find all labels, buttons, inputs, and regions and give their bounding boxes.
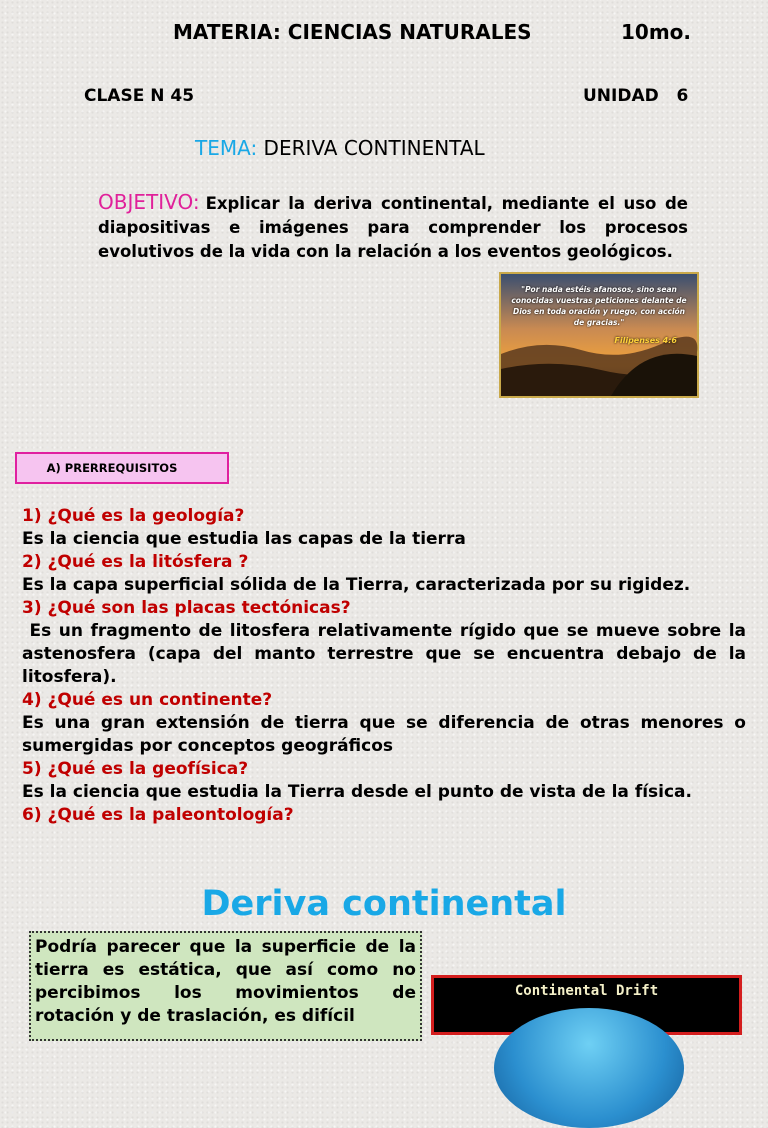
qa-list bbox=[22, 505, 752, 865]
continental-drift-image bbox=[431, 975, 742, 1035]
question: 2) ¿Qué es la litósfera ? bbox=[22, 552, 249, 572]
prerequisites-box: A) PRERREQUISITOS bbox=[15, 452, 229, 484]
question: 4) ¿Qué es un continente? bbox=[22, 690, 273, 710]
objective-text: Explicar la deriva continental, mediante el uso de diapositivas e imágenes para comprender los procesos evolutivos de la vida con la relación a los eventos geológicos. bbox=[98, 194, 688, 261]
answer: Es la capa superficial sólida de la Tierra, caracterizada por su rigidez. bbox=[22, 575, 691, 595]
qa-item bbox=[22, 551, 746, 597]
verse-quote: "Por nada estéis afanosos, sino sean conocidas vuestras peticiones delante de Dios en toda oración y ruego, con acción de gracias." bbox=[511, 285, 687, 327]
grade-label: 10mo. bbox=[621, 20, 692, 44]
qa-item bbox=[22, 689, 746, 758]
qa-item bbox=[22, 804, 746, 827]
answer: Es una gran extensión de tierra que se diferencia de otras menores o sumergidas por conceptos geográficos bbox=[22, 713, 746, 756]
topic-line bbox=[195, 136, 485, 160]
question: 1) ¿Qué es la geología? bbox=[22, 506, 245, 526]
objective-label: OBJETIVO: bbox=[98, 190, 200, 214]
question: 6) ¿Qué es la paleontología? bbox=[22, 805, 294, 825]
subject-title: MATERIA: CIENCIAS NATURALES bbox=[173, 20, 532, 44]
qa-item bbox=[22, 505, 746, 551]
drift-caption: Continental Drift bbox=[514, 983, 659, 999]
qa-item bbox=[22, 758, 746, 804]
answer: Es la ciencia que estudia las capas de la tierra bbox=[22, 529, 466, 549]
topic-label: TEMA: bbox=[195, 136, 258, 160]
question: 5) ¿Qué es la geofísica? bbox=[22, 759, 249, 779]
verse-reference: Filipenses 4:6 bbox=[614, 336, 677, 345]
answer: Es un fragmento de litosfera relativamente rígido que se mueve sobre la astenosfera (capa del manto terrestre que se encuentra debajo de la litosfera). bbox=[22, 621, 752, 687]
topic-title: DERIVA CONTINENTAL bbox=[263, 136, 485, 160]
question: 3) ¿Qué son las placas tectónicas? bbox=[22, 598, 351, 618]
class-number: CLASE N 45 bbox=[84, 86, 195, 106]
objective-paragraph bbox=[98, 190, 688, 264]
section-title: Deriva continental bbox=[201, 884, 567, 924]
deriva-text-box: Podría parecer que la superficie de la tierra es estática, que así como no percibimos los movimientos de rotación y de traslación, es difícil bbox=[29, 931, 422, 1041]
answer: Es la ciencia que estudia la Tierra desde el punto de vista de la física. bbox=[22, 782, 692, 802]
globe-icon bbox=[494, 1008, 684, 1128]
qa-item bbox=[22, 597, 752, 689]
verse-image bbox=[499, 272, 699, 398]
unit-number: UNIDAD 6 bbox=[583, 86, 689, 106]
